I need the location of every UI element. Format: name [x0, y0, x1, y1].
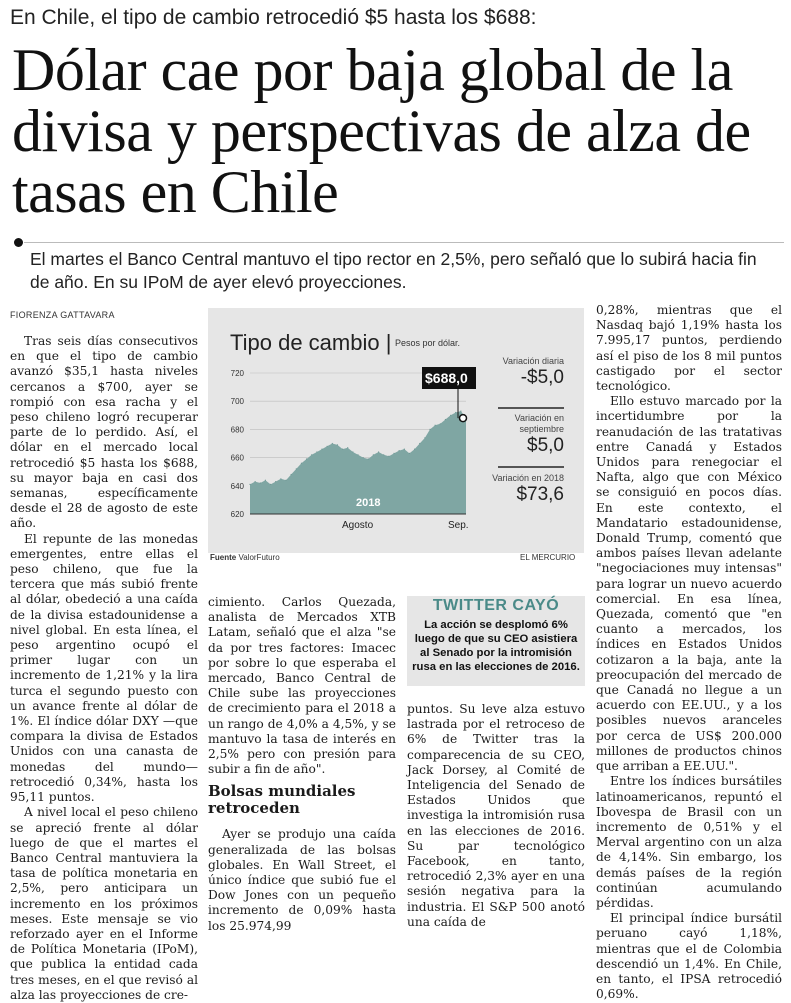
data-point [460, 411, 461, 412]
divider [24, 242, 784, 243]
headline: Dólar cae por baja global de la divisa y perspectivas de alza de tasas en Chile [12, 37, 751, 225]
callout-label: $688,0 [425, 370, 468, 386]
data-point [373, 454, 374, 455]
data-point [327, 446, 328, 447]
column-3 [407, 702, 585, 930]
bullet-dot [14, 238, 23, 247]
y-tick-label: 660 [230, 453, 244, 463]
data-point [424, 437, 425, 438]
stat-label: Variación en 2018 [492, 473, 564, 483]
paragraph: Ayer se produjo una caída generalizada de las bolsas globales. En Wall Street, el único índice que subió fue el Dow Jones con un pequeño incremento de 0,09% hasta los 25.974,99 [208, 827, 396, 933]
data-point [378, 451, 379, 452]
x-label: Agosto [342, 520, 374, 531]
data-point [285, 480, 286, 481]
subhead: El martes el Banco Central mantuvo el tipo rector en 2,5%, pero señaló que lo subirá hacia fin de año. En su IPoM de ayer elevó proyecciones. [30, 249, 757, 292]
byline: FIORENZA GATTAVARA [10, 310, 115, 320]
data-point [388, 456, 389, 457]
paragraph: puntos. Su leve alza estuvo lastrada por el retroceso de 6% de Twitter tras la comparecencia de su CEO, Jack Dorsey, al Comité de Inteligencia del Senado de Estados Unidos que investiga la intromisión rusa en las elecciones de 2016. Su par tecnológico Facebook, en tanto, retrocedió 2,3% ayer en una sesión negativa para la industria. El S&P 500 anotó una caída de [407, 702, 585, 929]
data-point [265, 480, 266, 481]
stat-1 [488, 356, 564, 389]
data-point [363, 457, 364, 458]
data-point [393, 453, 394, 454]
data-point [455, 412, 456, 413]
data-point [445, 419, 446, 420]
data-point [409, 453, 410, 454]
source-name: ValorFuturo [238, 553, 280, 562]
data-point [275, 481, 276, 482]
stat-label: Variación en septiembre [514, 413, 564, 434]
data-point [404, 449, 405, 450]
data-point [347, 447, 348, 448]
chart-endpoint [460, 415, 467, 422]
source-label: Fuente [210, 553, 237, 562]
data-point [280, 478, 281, 479]
data-point [414, 449, 415, 450]
chart-unit: Pesos por dólar. [395, 338, 461, 348]
column-4 [596, 303, 782, 1002]
column-1 [10, 334, 198, 1003]
y-tick-label: 640 [230, 481, 244, 491]
section-heading: Bolsas mundiales retroceden [208, 782, 356, 818]
data-point [260, 482, 261, 483]
stat-divider [498, 407, 564, 409]
y-tick-label: 700 [230, 397, 244, 407]
paragraph: 0,28%, mientras que el Nasdaq bajó 1,19% hasta los 7.995,17 puntos, perdiendo así el piso de los 8 mil puntos castigado por el sector tecnológico. [596, 303, 782, 394]
data-point [270, 484, 271, 485]
paragraph: El principal índice bursátil peruano cayó 1,18%, mientras que el de Colombia descendió un 1,4%. En Chile, en tanto, el IPSA retrocedió 0,69%. [596, 911, 782, 1002]
data-point [301, 463, 302, 464]
y-tick-label: 680 [230, 425, 244, 435]
data-point [291, 474, 292, 475]
data-point [337, 444, 338, 445]
data-point [399, 450, 400, 451]
chart-year-label: 2018 [356, 497, 381, 509]
chart-title: Tipo de cambio | [230, 330, 392, 355]
data-point [311, 454, 312, 455]
data-point [419, 443, 420, 444]
stat-value: $73,6 [516, 484, 564, 505]
data-point [255, 481, 256, 482]
data-point [352, 451, 353, 452]
data-point [435, 425, 436, 426]
paragraph: cimiento. Carlos Quezada, analista de Mercados XTB Latam, señaló que el alza "se da por tres factores: Imacec por sobre lo que esperaba el mercado, Banco Central de Chile sube las proyecciones de crecimiento para el 2018 a un rango de 4,0% a 4,5%, y se mantuvo la tasa de interés en 2,5% pero con presión para subir a fin de año". [208, 595, 396, 777]
paragraph: Tras seis días consecutivos en que el tipo de cambio avanzó $35,1 hasta niveles cercanos a $700, ayer se rompió con esa racha y el peso chileno logró recuperar parte de lo perdido. Así, el dólar en el mercado local retrocedió $5 hasta los $688, su mayor baja en casi dos semanas, específicamente desde el 28 de agosto de este año. [10, 334, 198, 531]
data-point [332, 443, 333, 444]
data-point [429, 429, 430, 430]
y-tick-label: 620 [230, 510, 244, 519]
data-point [440, 423, 441, 424]
stat-3 [488, 473, 564, 506]
paragraph: A nivel local el peso chileno se apreció frente al dólar luego de que el martes el Banco Central mantuviera la tasa de política monetaria en 2,5%, pero anticipara un incremento en los próximos meses. Este mensaje se vio reforzado ayer en el Informe de Política Monetaria (IPoM), que publica la entidad cada tres meses, en el que revisó al alza las proyecciones de cre- [10, 805, 198, 1002]
paragraph: Entre los índices bursátiles latinoamericanos, repuntó el Ibovespa de Brasil con un incremento de 0,51% y el Merval argentino con un alza de 4,14%. Sin embargo, los demás países de la región continúan acumulando pérdidas. [596, 774, 782, 910]
data-point [316, 451, 317, 452]
stat-value: -$5,0 [520, 367, 564, 388]
data-point [368, 458, 369, 459]
paragraph: Ello estuvo marcado por la incertidumbre por la reanudación de las tratativas entre Canadá y Estados Unidos para renegociar el Nafta, algo que con México se consiguió en pocos días. En este contexto, el Mandatario estadounidense, Donald Trump, comentó que ambos países llevan adelante "negociaciones muy intensas" para lograr un nuevo acuerdo comercial. En esa línea, Quezada, comentó que "en cuanto a mercados, los índices en Estados Unidos cotizaron a la baja, ante la preocupación del mercado de que Canadá no llegue a un acuerdo con EE.UU., y a los posibles nuevos aranceles por cerca de US$ 200.000 millones de productos chinos que arriban a EE.UU.". [596, 394, 782, 774]
sidebar-title: TWITTER CAYÓ [432, 597, 560, 614]
data-point [357, 454, 358, 455]
sidebar-text: La acción se desplomó 6% luego de que su CEO asistiera al Senado por la intromisión rusa en las elecciones de 2016. [412, 619, 580, 673]
data-point [342, 449, 343, 450]
data-point [296, 468, 297, 469]
kicker: En Chile, el tipo de cambio retrocedió $5 hasta los $688: [10, 6, 537, 29]
data-point [249, 484, 250, 485]
data-point [306, 458, 307, 459]
stat-value: $5,0 [527, 435, 564, 456]
column-2 [208, 595, 396, 934]
stat-divider [498, 466, 564, 468]
chart-title-text: Tipo de cambio [230, 330, 380, 355]
data-point [450, 415, 451, 416]
data-point [383, 454, 384, 455]
paragraph: El repunte de las monedas emergentes, entre ellas el peso chileno, que fue la tercera que más subió frente al dólar, obedeció a una caída de la divisa estadounidense a nivel global. En esta línea, el peso argentino ocupó el primer lugar con un incremento de 1,21% y la lira turca el segundo puesto con un avance frente al dólar de 1%. El índice dólar DXY —que compara la divisa de Estados Unidos con una canasta de monedas del mundo— retrocedió 0,34%, hasta los 95,11 puntos. [10, 531, 198, 805]
y-tick-label: 720 [230, 369, 244, 378]
x-label: Sep. [448, 520, 469, 531]
chart-source [210, 553, 280, 562]
publisher: EL MERCURIO [520, 553, 576, 562]
data-point [321, 449, 322, 450]
stat-label: Variación diaria [502, 356, 564, 366]
stat-2 [488, 413, 564, 457]
